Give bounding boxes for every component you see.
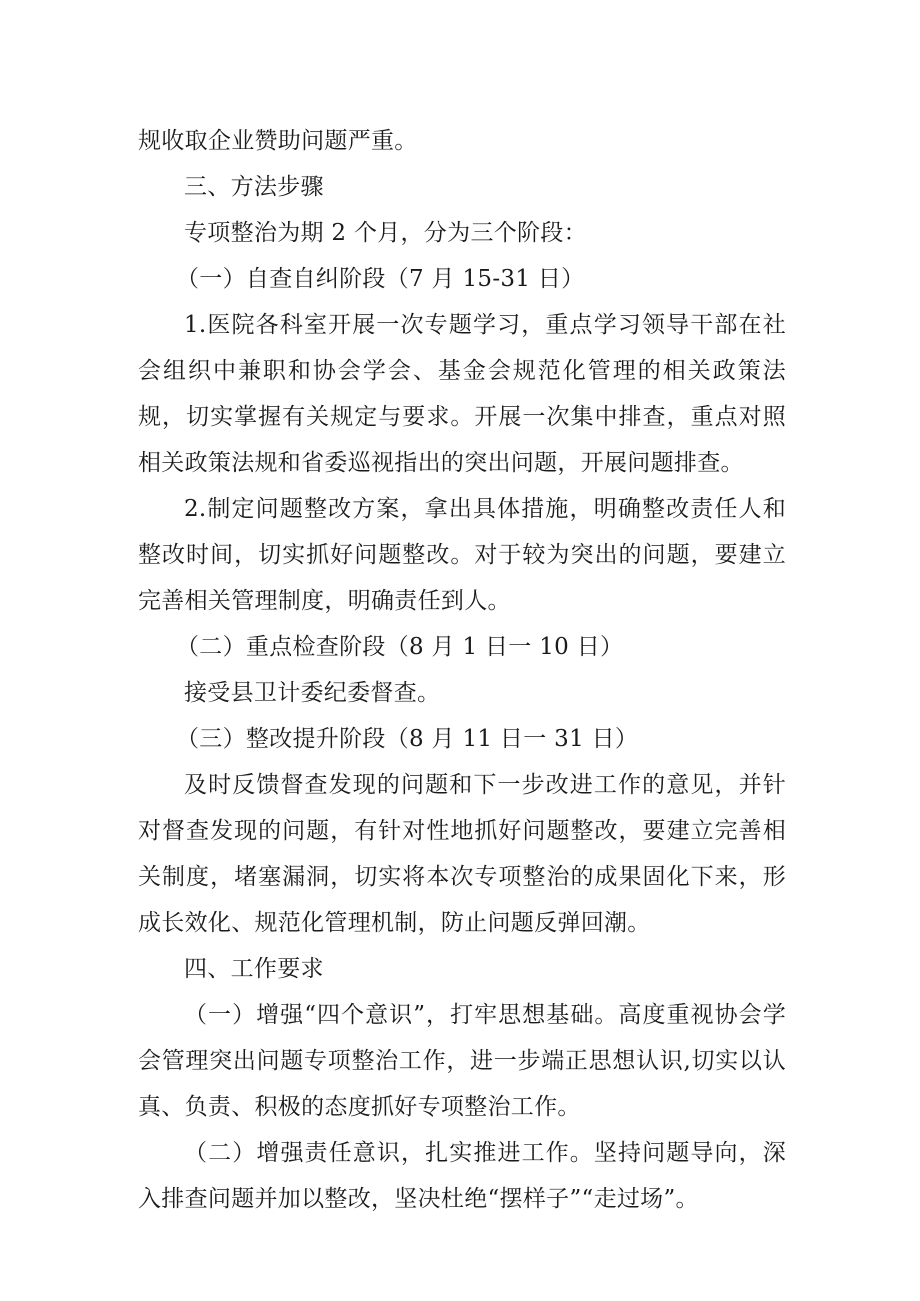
paragraph-requirement-2: （二）增强责任意识，扎实推进工作。坚持问题导向，深入排查问题并加以整改，坚决杜绝“摆样子”“走过场”。 <box>138 1140 786 1212</box>
paragraph-item-2: 2.制定问题整改方案，拿出具体措施，明确整改责任人和整改时间，切实抓好问题整改。对于较为突出的问题，要建立完善相关管理制度，明确责任到人。 <box>138 496 786 614</box>
document-body <box>138 118 786 1222</box>
paragraph-item-1: 1.医院各科室开展一次专题学习，重点学习领导干部在社会组织中兼职和协会学会、基金会规范化管理的相关政策法规，切实掌握有关规定与要求。开展一次集中排查，重点对照相关政策法规和省委巡视指出的突出问题，开展问题排查。 <box>138 312 786 476</box>
paragraph-continuation: 规收取企业赞助问题严重。 <box>138 128 418 154</box>
stage-heading-rectification: （三）整改提升阶段（8 月 11 日一 31 日） <box>176 726 639 752</box>
paragraph-requirement-1: （一）增强“四个意识”，打牢思想基础。高度重视协会学会管理突出问题专项整治工作，进一步端正思想认识,切实以认真、负责、积极的态度抓好专项整治工作。 <box>138 1002 786 1120</box>
paragraph-feedback: 及时反馈督查发现的问题和下一步改进工作的意见，并针对督查发现的问题，有针对性地抓好问题整改，要建立完善相关制度，堵塞漏洞，切实将本次专项整治的成果固化下来，形成长效化、规范化管理机制，防止问题反弹回潮。 <box>138 772 786 936</box>
paragraph-duration: 专项整治为期 2 个月，分为三个阶段： <box>184 220 587 246</box>
section-heading-methods: 三、方法步骤 <box>184 174 324 200</box>
stage-heading-self-check: （一）自查自纠阶段（7 月 15-31 日） <box>176 266 585 292</box>
paragraph-inspection: 接受县卫计委纪委督查。 <box>184 680 441 706</box>
stage-heading-key-inspection: （二）重点检查阶段（8 月 1 日一 10 日） <box>176 634 624 660</box>
section-heading-requirements: 四、工作要求 <box>184 956 324 982</box>
